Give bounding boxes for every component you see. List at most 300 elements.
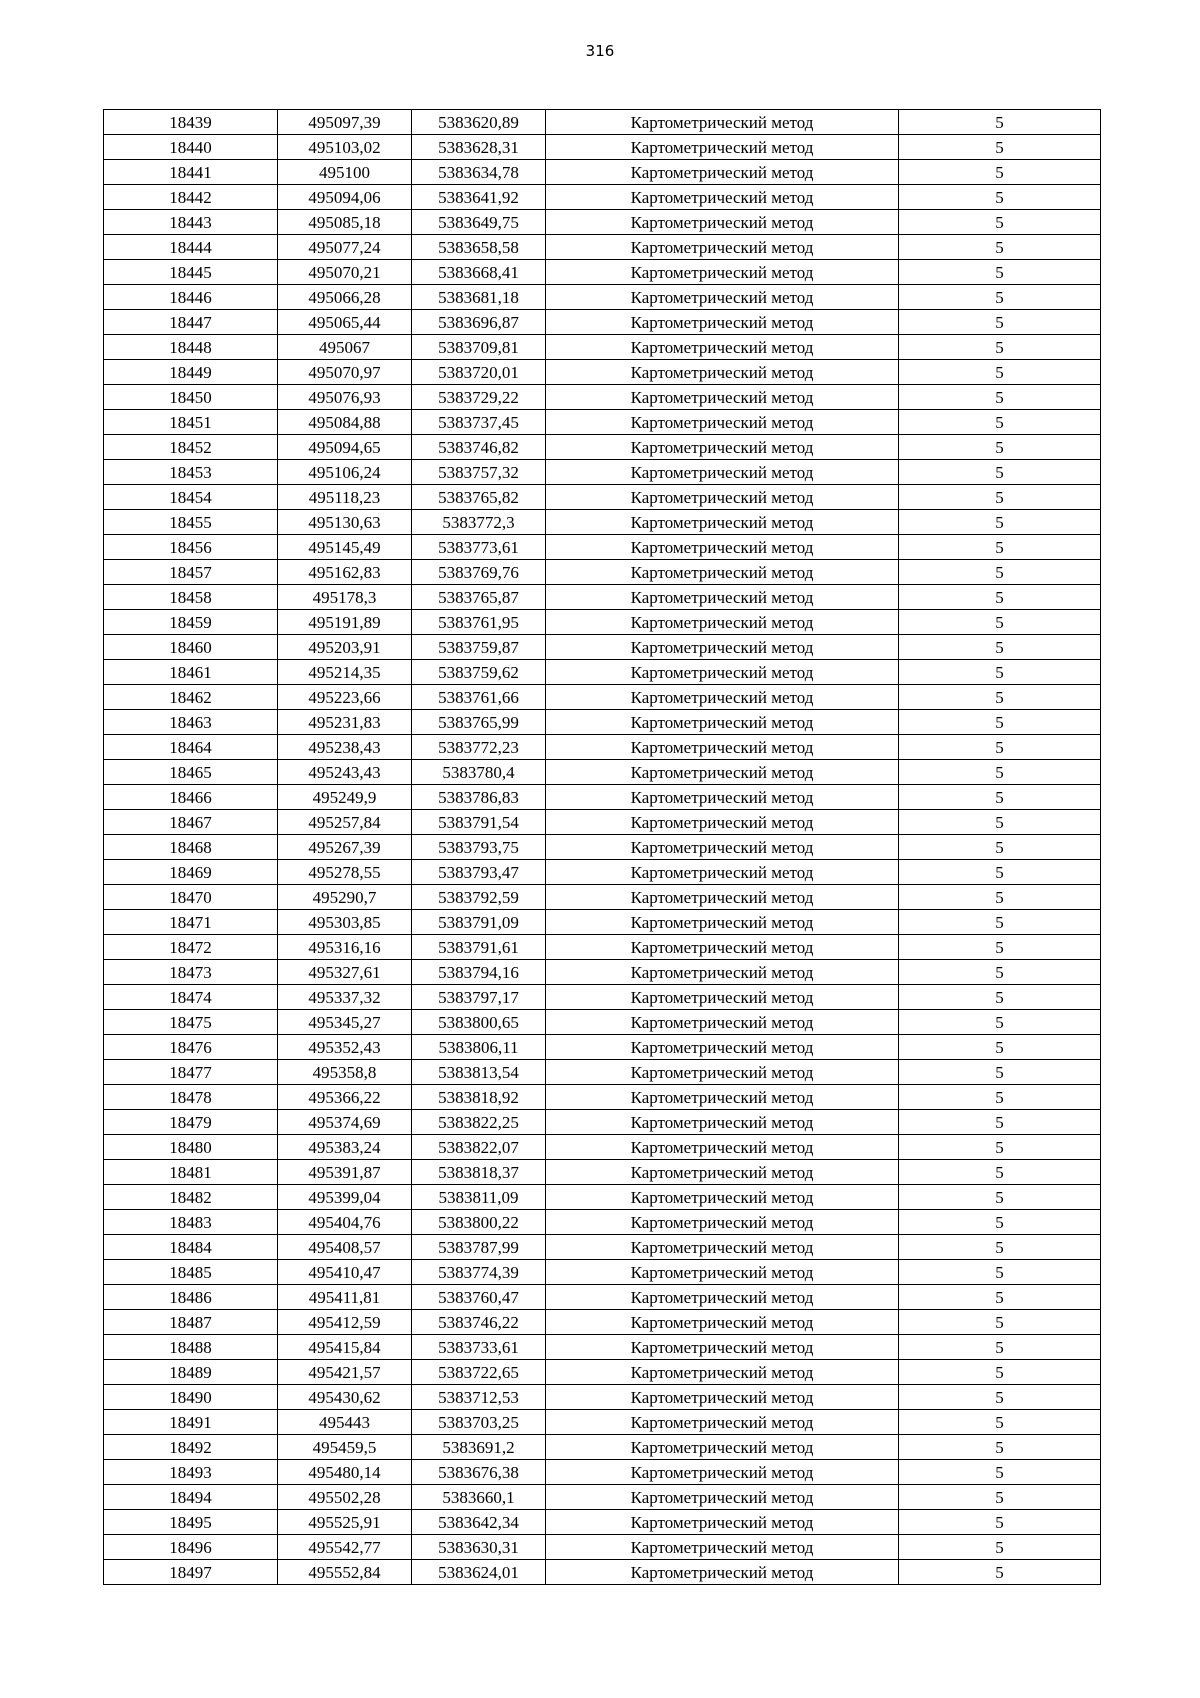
y-coordinate-cell: 5383772,3 (412, 510, 546, 535)
method-cell: Картометрический метод (546, 1185, 899, 1210)
table-row (104, 1085, 1101, 1110)
x-coordinate-cell: 495231,83 (278, 710, 412, 735)
point-number-cell: 18494 (104, 1485, 278, 1510)
point-number-cell: 18461 (104, 660, 278, 685)
accuracy-cell: 5 (899, 235, 1101, 260)
point-number-cell: 18467 (104, 810, 278, 835)
point-number-cell: 18496 (104, 1535, 278, 1560)
method-cell: Картометрический метод (546, 335, 899, 360)
method-cell: Картометрический метод (546, 1160, 899, 1185)
method-cell: Картометрический метод (546, 510, 899, 535)
method-cell: Картометрический метод (546, 1060, 899, 1085)
x-coordinate-cell: 495358,8 (278, 1060, 412, 1085)
table-row (104, 1510, 1101, 1535)
point-number-cell: 18439 (104, 110, 278, 135)
point-number-cell: 18463 (104, 710, 278, 735)
y-coordinate-cell: 5383773,61 (412, 535, 546, 560)
y-coordinate-cell: 5383729,22 (412, 385, 546, 410)
accuracy-cell: 5 (899, 1285, 1101, 1310)
y-coordinate-cell: 5383628,31 (412, 135, 546, 160)
point-number-cell: 18483 (104, 1210, 278, 1235)
y-coordinate-cell: 5383818,92 (412, 1085, 546, 1110)
x-coordinate-cell: 495145,49 (278, 535, 412, 560)
x-coordinate-cell: 495327,61 (278, 960, 412, 985)
table-row (104, 510, 1101, 535)
method-cell: Картометрический метод (546, 685, 899, 710)
accuracy-cell: 5 (899, 1160, 1101, 1185)
point-number-cell: 18457 (104, 560, 278, 585)
method-cell: Картометрический метод (546, 1535, 899, 1560)
method-cell: Картометрический метод (546, 410, 899, 435)
method-cell: Картометрический метод (546, 110, 899, 135)
x-coordinate-cell: 495430,62 (278, 1385, 412, 1410)
method-cell: Картометрический метод (546, 1510, 899, 1535)
table-row (104, 660, 1101, 685)
accuracy-cell: 5 (899, 135, 1101, 160)
method-cell: Картометрический метод (546, 560, 899, 585)
y-coordinate-cell: 5383746,82 (412, 435, 546, 460)
x-coordinate-cell: 495404,76 (278, 1210, 412, 1235)
method-cell: Картометрический метод (546, 260, 899, 285)
table-row (104, 1460, 1101, 1485)
accuracy-cell: 5 (899, 1035, 1101, 1060)
method-cell: Картометрический метод (546, 385, 899, 410)
y-coordinate-cell: 5383791,09 (412, 910, 546, 935)
accuracy-cell: 5 (899, 1310, 1101, 1335)
x-coordinate-cell: 495421,57 (278, 1360, 412, 1385)
coordinates-table-body (104, 110, 1101, 1585)
point-number-cell: 18480 (104, 1135, 278, 1160)
point-number-cell: 18445 (104, 260, 278, 285)
method-cell: Картометрический метод (546, 1010, 899, 1035)
accuracy-cell: 5 (899, 1235, 1101, 1260)
table-row (104, 1410, 1101, 1435)
table-row (104, 1060, 1101, 1085)
accuracy-cell: 5 (899, 835, 1101, 860)
table-row (104, 610, 1101, 635)
accuracy-cell: 5 (899, 360, 1101, 385)
accuracy-cell: 5 (899, 635, 1101, 660)
table-row (104, 535, 1101, 560)
method-cell: Картометрический метод (546, 860, 899, 885)
x-coordinate-cell: 495337,32 (278, 985, 412, 1010)
accuracy-cell: 5 (899, 335, 1101, 360)
point-number-cell: 18481 (104, 1160, 278, 1185)
point-number-cell: 18455 (104, 510, 278, 535)
y-coordinate-cell: 5383624,01 (412, 1560, 546, 1585)
table-row (104, 160, 1101, 185)
point-number-cell: 18473 (104, 960, 278, 985)
accuracy-cell: 5 (899, 1010, 1101, 1035)
accuracy-cell: 5 (899, 435, 1101, 460)
accuracy-cell: 5 (899, 810, 1101, 835)
point-number-cell: 18443 (104, 210, 278, 235)
method-cell: Картометрический метод (546, 1485, 899, 1510)
method-cell: Картометрический метод (546, 885, 899, 910)
point-number-cell: 18482 (104, 1185, 278, 1210)
x-coordinate-cell: 495214,35 (278, 660, 412, 685)
point-number-cell: 18462 (104, 685, 278, 710)
table-row (104, 960, 1101, 985)
y-coordinate-cell: 5383630,31 (412, 1535, 546, 1560)
accuracy-cell: 5 (899, 485, 1101, 510)
x-coordinate-cell: 495552,84 (278, 1560, 412, 1585)
y-coordinate-cell: 5383774,39 (412, 1260, 546, 1285)
table-row (104, 860, 1101, 885)
y-coordinate-cell: 5383722,65 (412, 1360, 546, 1385)
x-coordinate-cell: 495257,84 (278, 810, 412, 835)
y-coordinate-cell: 5383786,83 (412, 785, 546, 810)
point-number-cell: 18476 (104, 1035, 278, 1060)
table-row (104, 1035, 1101, 1060)
method-cell: Картометрический метод (546, 610, 899, 635)
x-coordinate-cell: 495366,22 (278, 1085, 412, 1110)
accuracy-cell: 5 (899, 460, 1101, 485)
y-coordinate-cell: 5383769,76 (412, 560, 546, 585)
accuracy-cell: 5 (899, 585, 1101, 610)
x-coordinate-cell: 495480,14 (278, 1460, 412, 1485)
point-number-cell: 18475 (104, 1010, 278, 1035)
point-number-cell: 18472 (104, 935, 278, 960)
x-coordinate-cell: 495162,83 (278, 560, 412, 585)
method-cell: Картометрический метод (546, 1410, 899, 1435)
table-row (104, 335, 1101, 360)
method-cell: Картометрический метод (546, 935, 899, 960)
y-coordinate-cell: 5383681,18 (412, 285, 546, 310)
method-cell: Картометрический метод (546, 585, 899, 610)
accuracy-cell: 5 (899, 910, 1101, 935)
method-cell: Картометрический метод (546, 1210, 899, 1235)
table-row (104, 135, 1101, 160)
y-coordinate-cell: 5383737,45 (412, 410, 546, 435)
x-coordinate-cell: 495097,39 (278, 110, 412, 135)
method-cell: Картометрический метод (546, 535, 899, 560)
table-row (104, 1010, 1101, 1035)
point-number-cell: 18491 (104, 1410, 278, 1435)
table-row (104, 1485, 1101, 1510)
y-coordinate-cell: 5383800,22 (412, 1210, 546, 1235)
method-cell: Картометрический метод (546, 435, 899, 460)
accuracy-cell: 5 (899, 660, 1101, 685)
y-coordinate-cell: 5383658,58 (412, 235, 546, 260)
method-cell: Картометрический метод (546, 485, 899, 510)
point-number-cell: 18459 (104, 610, 278, 635)
y-coordinate-cell: 5383765,99 (412, 710, 546, 735)
x-coordinate-cell: 495100 (278, 160, 412, 185)
method-cell: Картометрический метод (546, 735, 899, 760)
accuracy-cell: 5 (899, 560, 1101, 585)
point-number-cell: 18460 (104, 635, 278, 660)
y-coordinate-cell: 5383765,87 (412, 585, 546, 610)
method-cell: Картометрический метод (546, 1135, 899, 1160)
point-number-cell: 18452 (104, 435, 278, 460)
method-cell: Картометрический метод (546, 460, 899, 485)
y-coordinate-cell: 5383703,25 (412, 1410, 546, 1435)
point-number-cell: 18448 (104, 335, 278, 360)
x-coordinate-cell: 495542,77 (278, 1535, 412, 1560)
x-coordinate-cell: 495084,88 (278, 410, 412, 435)
point-number-cell: 18450 (104, 385, 278, 410)
x-coordinate-cell: 495525,91 (278, 1510, 412, 1535)
accuracy-cell: 5 (899, 1210, 1101, 1235)
accuracy-cell: 5 (899, 160, 1101, 185)
method-cell: Картометрический метод (546, 185, 899, 210)
x-coordinate-cell: 495267,39 (278, 835, 412, 860)
y-coordinate-cell: 5383822,25 (412, 1110, 546, 1135)
table-row (104, 210, 1101, 235)
accuracy-cell: 5 (899, 310, 1101, 335)
point-number-cell: 18451 (104, 410, 278, 435)
x-coordinate-cell: 495076,93 (278, 385, 412, 410)
method-cell: Картометрический метод (546, 960, 899, 985)
accuracy-cell: 5 (899, 760, 1101, 785)
table-row (104, 935, 1101, 960)
table-row (104, 710, 1101, 735)
x-coordinate-cell: 495411,81 (278, 1285, 412, 1310)
point-number-cell: 18493 (104, 1460, 278, 1485)
accuracy-cell: 5 (899, 1510, 1101, 1535)
point-number-cell: 18447 (104, 310, 278, 335)
point-number-cell: 18477 (104, 1060, 278, 1085)
x-coordinate-cell: 495278,55 (278, 860, 412, 885)
table-row (104, 835, 1101, 860)
accuracy-cell: 5 (899, 285, 1101, 310)
method-cell: Картометрический метод (546, 1110, 899, 1135)
table-row (104, 1535, 1101, 1560)
table-row (104, 735, 1101, 760)
table-row (104, 285, 1101, 310)
y-coordinate-cell: 5383793,47 (412, 860, 546, 885)
accuracy-cell: 5 (899, 1410, 1101, 1435)
table-row (104, 485, 1101, 510)
accuracy-cell: 5 (899, 1535, 1101, 1560)
y-coordinate-cell: 5383822,07 (412, 1135, 546, 1160)
x-coordinate-cell: 495502,28 (278, 1485, 412, 1510)
method-cell: Картометрический метод (546, 160, 899, 185)
x-coordinate-cell: 495383,24 (278, 1135, 412, 1160)
point-number-cell: 18469 (104, 860, 278, 885)
table-row (104, 1185, 1101, 1210)
point-number-cell: 18474 (104, 985, 278, 1010)
accuracy-cell: 5 (899, 685, 1101, 710)
table-row (104, 635, 1101, 660)
page-number: 316 (585, 42, 615, 60)
table-row (104, 435, 1101, 460)
point-number-cell: 18458 (104, 585, 278, 610)
accuracy-cell: 5 (899, 885, 1101, 910)
y-coordinate-cell: 5383780,4 (412, 760, 546, 785)
point-number-cell: 18449 (104, 360, 278, 385)
method-cell: Картометрический метод (546, 760, 899, 785)
y-coordinate-cell: 5383797,17 (412, 985, 546, 1010)
x-coordinate-cell: 495352,43 (278, 1035, 412, 1060)
point-number-cell: 18487 (104, 1310, 278, 1335)
table-row (104, 1235, 1101, 1260)
point-number-cell: 18441 (104, 160, 278, 185)
method-cell: Картометрический метод (546, 285, 899, 310)
accuracy-cell: 5 (899, 1260, 1101, 1285)
point-number-cell: 18486 (104, 1285, 278, 1310)
table-row (104, 1285, 1101, 1310)
y-coordinate-cell: 5383765,82 (412, 485, 546, 510)
y-coordinate-cell: 5383791,54 (412, 810, 546, 835)
table-row (104, 1160, 1101, 1185)
table-row (104, 110, 1101, 135)
accuracy-cell: 5 (899, 1435, 1101, 1460)
table-row (104, 1560, 1101, 1585)
x-coordinate-cell: 495191,89 (278, 610, 412, 635)
point-number-cell: 18470 (104, 885, 278, 910)
point-number-cell: 18466 (104, 785, 278, 810)
y-coordinate-cell: 5383620,89 (412, 110, 546, 135)
x-coordinate-cell: 495070,21 (278, 260, 412, 285)
method-cell: Картометрический метод (546, 1360, 899, 1385)
point-number-cell: 18495 (104, 1510, 278, 1535)
table-row (104, 585, 1101, 610)
x-coordinate-cell: 495118,23 (278, 485, 412, 510)
x-coordinate-cell: 495459,5 (278, 1435, 412, 1460)
x-coordinate-cell: 495399,04 (278, 1185, 412, 1210)
y-coordinate-cell: 5383761,66 (412, 685, 546, 710)
accuracy-cell: 5 (899, 1185, 1101, 1210)
accuracy-cell: 5 (899, 1085, 1101, 1110)
accuracy-cell: 5 (899, 260, 1101, 285)
point-number-cell: 18478 (104, 1085, 278, 1110)
y-coordinate-cell: 5383712,53 (412, 1385, 546, 1410)
accuracy-cell: 5 (899, 385, 1101, 410)
y-coordinate-cell: 5383759,87 (412, 635, 546, 660)
method-cell: Картометрический метод (546, 360, 899, 385)
x-coordinate-cell: 495391,87 (278, 1160, 412, 1185)
accuracy-cell: 5 (899, 860, 1101, 885)
x-coordinate-cell: 495316,16 (278, 935, 412, 960)
accuracy-cell: 5 (899, 535, 1101, 560)
method-cell: Картометрический метод (546, 635, 899, 660)
accuracy-cell: 5 (899, 210, 1101, 235)
table-row (104, 1435, 1101, 1460)
table-row (104, 1135, 1101, 1160)
y-coordinate-cell: 5383649,75 (412, 210, 546, 235)
y-coordinate-cell: 5383813,54 (412, 1060, 546, 1085)
x-coordinate-cell: 495106,24 (278, 460, 412, 485)
x-coordinate-cell: 495065,44 (278, 310, 412, 335)
y-coordinate-cell: 5383668,41 (412, 260, 546, 285)
method-cell: Картометрический метод (546, 1260, 899, 1285)
method-cell: Картометрический метод (546, 1385, 899, 1410)
y-coordinate-cell: 5383757,32 (412, 460, 546, 485)
table-row (104, 460, 1101, 485)
y-coordinate-cell: 5383759,62 (412, 660, 546, 685)
y-coordinate-cell: 5383793,75 (412, 835, 546, 860)
accuracy-cell: 5 (899, 1460, 1101, 1485)
table-row (104, 910, 1101, 935)
accuracy-cell: 5 (899, 785, 1101, 810)
accuracy-cell: 5 (899, 410, 1101, 435)
y-coordinate-cell: 5383794,16 (412, 960, 546, 985)
table-row (104, 985, 1101, 1010)
method-cell: Картометрический метод (546, 1335, 899, 1360)
x-coordinate-cell: 495374,69 (278, 1110, 412, 1135)
table-row (104, 1260, 1101, 1285)
x-coordinate-cell: 495077,24 (278, 235, 412, 260)
accuracy-cell: 5 (899, 1485, 1101, 1510)
x-coordinate-cell: 495243,43 (278, 760, 412, 785)
table-row (104, 310, 1101, 335)
method-cell: Картометрический метод (546, 1285, 899, 1310)
table-row (104, 360, 1101, 385)
accuracy-cell: 5 (899, 610, 1101, 635)
y-coordinate-cell: 5383811,09 (412, 1185, 546, 1210)
point-number-cell: 18454 (104, 485, 278, 510)
x-coordinate-cell: 495103,02 (278, 135, 412, 160)
x-coordinate-cell: 495223,66 (278, 685, 412, 710)
point-number-cell: 18453 (104, 460, 278, 485)
x-coordinate-cell: 495290,7 (278, 885, 412, 910)
y-coordinate-cell: 5383787,99 (412, 1235, 546, 1260)
point-number-cell: 18492 (104, 1435, 278, 1460)
method-cell: Картометрический метод (546, 835, 899, 860)
table-row (104, 185, 1101, 210)
table-row (104, 1360, 1101, 1385)
x-coordinate-cell: 495238,43 (278, 735, 412, 760)
method-cell: Картометрический метод (546, 910, 899, 935)
accuracy-cell: 5 (899, 1335, 1101, 1360)
point-number-cell: 18442 (104, 185, 278, 210)
table-row (104, 1110, 1101, 1135)
x-coordinate-cell: 495408,57 (278, 1235, 412, 1260)
x-coordinate-cell: 495094,65 (278, 435, 412, 460)
accuracy-cell: 5 (899, 735, 1101, 760)
table-row (104, 810, 1101, 835)
y-coordinate-cell: 5383761,95 (412, 610, 546, 635)
x-coordinate-cell: 495178,3 (278, 585, 412, 610)
method-cell: Картометрический метод (546, 235, 899, 260)
y-coordinate-cell: 5383660,1 (412, 1485, 546, 1510)
method-cell: Картометрический метод (546, 210, 899, 235)
x-coordinate-cell: 495094,06 (278, 185, 412, 210)
y-coordinate-cell: 5383691,2 (412, 1435, 546, 1460)
accuracy-cell: 5 (899, 985, 1101, 1010)
table-row (104, 1335, 1101, 1360)
point-number-cell: 18446 (104, 285, 278, 310)
table-row (104, 685, 1101, 710)
method-cell: Картометрический метод (546, 1235, 899, 1260)
table-row (104, 1385, 1101, 1410)
x-coordinate-cell: 495067 (278, 335, 412, 360)
table-row (104, 885, 1101, 910)
method-cell: Картометрический метод (546, 810, 899, 835)
table-row (104, 560, 1101, 585)
table-row (104, 260, 1101, 285)
x-coordinate-cell: 495066,28 (278, 285, 412, 310)
x-coordinate-cell: 495415,84 (278, 1335, 412, 1360)
table-row (104, 1310, 1101, 1335)
x-coordinate-cell: 495303,85 (278, 910, 412, 935)
y-coordinate-cell: 5383733,61 (412, 1335, 546, 1360)
coordinates-table (103, 109, 1101, 1585)
x-coordinate-cell: 495443 (278, 1410, 412, 1435)
point-number-cell: 18471 (104, 910, 278, 935)
method-cell: Картометрический метод (546, 1085, 899, 1110)
method-cell: Картометрический метод (546, 1560, 899, 1585)
y-coordinate-cell: 5383760,47 (412, 1285, 546, 1310)
point-number-cell: 18464 (104, 735, 278, 760)
y-coordinate-cell: 5383800,65 (412, 1010, 546, 1035)
method-cell: Картометрический метод (546, 1310, 899, 1335)
y-coordinate-cell: 5383818,37 (412, 1160, 546, 1185)
accuracy-cell: 5 (899, 935, 1101, 960)
method-cell: Картометрический метод (546, 135, 899, 160)
